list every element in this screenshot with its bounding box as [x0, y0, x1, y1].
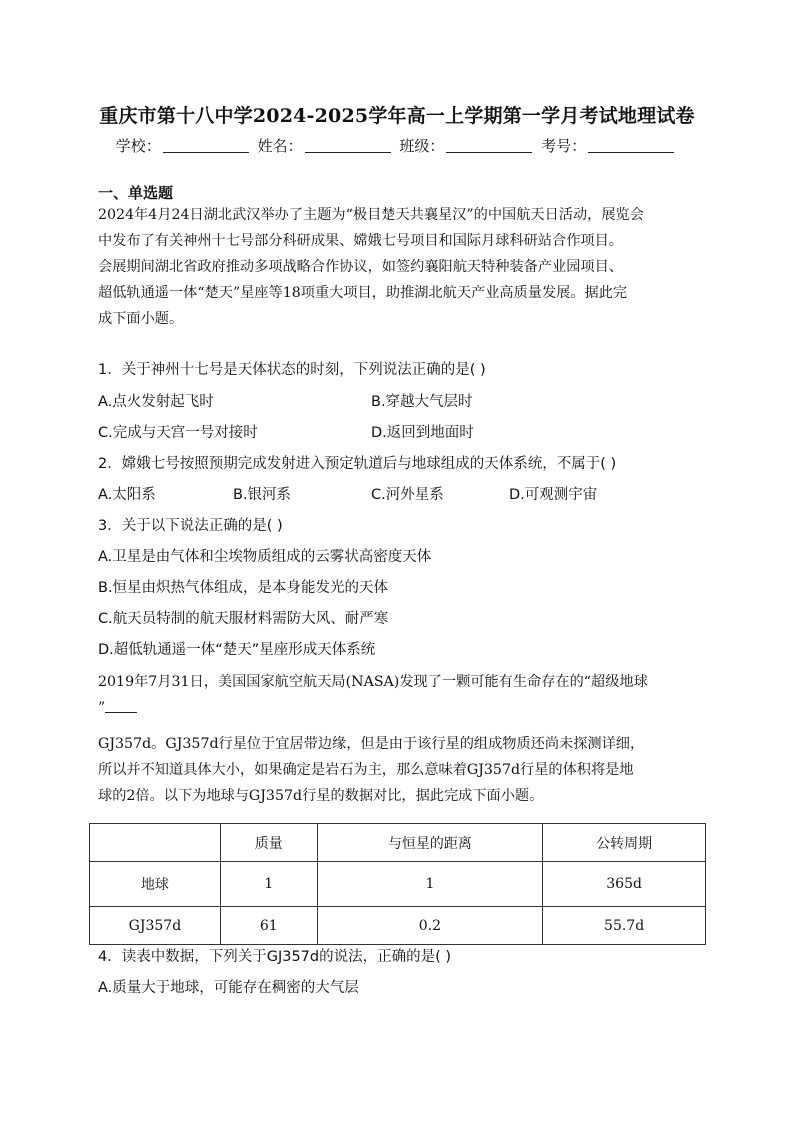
passage-line: [98, 695, 708, 721]
page-title: 重庆市第十八中学2024-2025学年高一上学期第一学月考试地理试卷: [99, 105, 695, 127]
table-cell: 55.7d: [543, 907, 706, 945]
q1-option-c[interactable]: C.完成与天宫一号对接时: [98, 425, 258, 441]
q3-option-c[interactable]: C.航天员特制的航天服材料需防大风、耐严寒: [98, 611, 389, 627]
table-cell: GJ357d: [90, 907, 221, 945]
table-header: 质量: [220, 824, 317, 862]
number-label: 考号：: [541, 137, 587, 155]
passage-line: 超低轨通遥一体“楚天”星座等18项重大项目，助推湖北航天产业高质量发展。据此完: [98, 285, 628, 301]
table-header: 与恒星的距离: [317, 824, 543, 862]
passage-line: 所以并不知道具体大小，如果确定是岩石为主，那么意味着GJ357d行星的体积将是地: [98, 762, 634, 778]
passage-2: [98, 669, 708, 809]
student-info-line: [0, 135, 794, 156]
school-label: 学校：: [115, 137, 161, 155]
class-blank: [446, 138, 532, 153]
q3-option-a[interactable]: A.卫星是由气体和尘埃物质组成的云雾状高密度天体: [98, 549, 432, 565]
name-label: 姓名：: [257, 137, 303, 155]
q1-option-a[interactable]: A.点火发射起飞时: [98, 394, 214, 410]
q3-option-d[interactable]: D.超低轨通遥一体“楚天”星座形成天体系统: [98, 642, 376, 658]
q3-option-b[interactable]: B.恒星由炽热气体组成，是本身能发光的天体: [98, 580, 389, 596]
table-cell: 1: [220, 862, 317, 907]
table-cell: 地球: [90, 862, 221, 907]
q2-option-c[interactable]: C.河外星系: [371, 487, 444, 503]
section-heading: 一、单选题: [98, 184, 174, 202]
underline-mark: [105, 700, 137, 713]
number-blank: [588, 138, 674, 153]
question-4-stem: 4．读表中数据，下列关于GJ357d的说法，正确的是( ): [98, 949, 452, 965]
table-row: [90, 862, 706, 907]
table-row: [90, 907, 706, 945]
q2-option-d[interactable]: D.可观测宇宙: [509, 487, 598, 503]
question-3-stem: 3．关于以下说法正确的是( ): [98, 518, 283, 534]
school-blank: [163, 138, 249, 153]
passage-line: 球的2倍。以下为地球与GJ357d行星的数据对比，据此完成下面小题。: [98, 788, 544, 804]
q1-option-b[interactable]: B.穿越大气层时: [371, 394, 473, 410]
passage-line: 会展期间湖北省政府推动多项战略合作协议，如签约襄阳航天特种装备产业园项目、: [98, 259, 623, 275]
class-label: 班级：: [399, 137, 445, 155]
table-cell: 1: [317, 862, 543, 907]
table-header: [90, 824, 221, 862]
passage-line: 2024年4月24日湖北武汉举办了主题为“极目楚天共襄星汉”的中国航天日活动，展览会: [98, 207, 644, 223]
passage-line: GJ357d。GJ357d行星位于宜居带边缘，但是由于该行星的组成物质还尚未探测详细，: [98, 736, 645, 752]
closing-quote: ”: [98, 700, 106, 716]
passage-line: 成下面小题。: [98, 311, 184, 327]
question-1-stem: 1．关于神州十七号是天体状态的时刻，下列说法正确的是( ): [98, 362, 486, 378]
q4-option-a[interactable]: A.质量大于地球，可能存在稠密的大气层: [98, 980, 359, 996]
passage-1: [98, 202, 708, 332]
passage-line: 中发布了有关神州十七号部分科研成果、嫦娥七号项目和国际月球科研站合作项目。: [98, 233, 623, 249]
table-cell: 365d: [543, 862, 706, 907]
table-cell: 0.2: [317, 907, 543, 945]
name-blank: [305, 138, 391, 153]
question-2-stem: 2．嫦娥七号按照预期完成发射进入预定轨道后与地球组成的天体系统，不属于( ): [98, 456, 617, 472]
q1-option-d[interactable]: D.返回到地面时: [371, 425, 474, 441]
table-header-row: [90, 824, 706, 862]
q2-option-b[interactable]: B.银河系: [233, 487, 292, 503]
comparison-table: [89, 823, 706, 945]
table-header: 公转周期: [543, 824, 706, 862]
passage-line: 2019年7月31日，美国国家航空航天局(NASA)发现了一颗可能有生命存在的“超级地球: [98, 674, 648, 690]
q2-option-a[interactable]: A.太阳系: [98, 487, 156, 503]
table-cell: 61: [220, 907, 317, 945]
